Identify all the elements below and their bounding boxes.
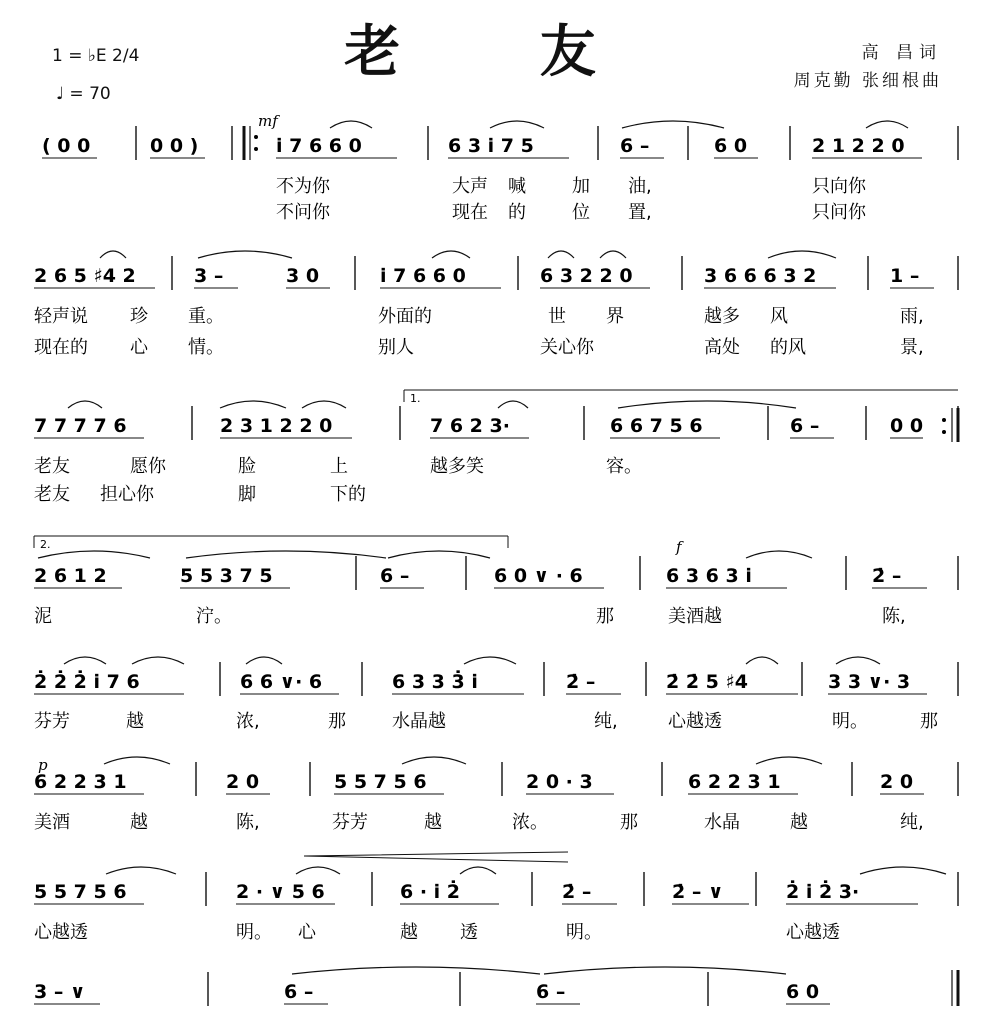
note-group: ( 0 0: [42, 135, 91, 157]
lyric-verse1: 脸: [238, 456, 256, 477]
slur: [544, 967, 786, 974]
slur: [296, 867, 340, 874]
lyric-verse2: 位: [572, 202, 590, 223]
lyric-verse1: 风: [770, 306, 788, 327]
note-group: 6 6 ∨· 6: [240, 671, 323, 693]
slur: [388, 551, 490, 558]
lyric-verse1: 老友: [34, 456, 70, 477]
composer-credit: 周克勤 张细根曲: [793, 71, 942, 91]
lyric-verse1: 喊: [508, 176, 526, 197]
slur: [548, 251, 574, 258]
slur: [464, 657, 516, 664]
lyric-verse1: 世: [548, 306, 566, 327]
lyric-verse1: 越: [130, 812, 148, 833]
lyric-verse2: 不问你: [276, 202, 330, 223]
note-group: 2 3 1 2 2 0: [220, 415, 333, 437]
lyric-verse1: 外面的: [378, 306, 432, 327]
note-group: 5 5 7 5 6: [34, 881, 127, 903]
slur: [836, 657, 880, 664]
lyric-verse1: 越多笑: [430, 456, 484, 477]
slur: [220, 401, 286, 408]
lyric-verse1: 浓,: [236, 711, 260, 732]
lyric-verse2: 老友: [34, 484, 70, 505]
slur: [64, 657, 106, 664]
lyric-verse2: 脚: [238, 484, 256, 505]
slur: [106, 867, 176, 874]
lyric-verse1: 芬芳: [34, 711, 70, 732]
lyric-verse2: 现在的: [34, 337, 88, 358]
slur: [490, 121, 544, 128]
lyric-verse1: 心: [298, 922, 316, 943]
note-group: i̇ 7 6 6 0: [276, 135, 362, 157]
note-group: 6 –: [620, 135, 650, 157]
slur: [100, 251, 126, 258]
note-group: 7 7 7 7 6: [34, 415, 127, 437]
note-group: 6 0: [714, 135, 748, 157]
repeat-dot: [254, 135, 258, 139]
lyric-verse1: 心越透: [34, 922, 88, 943]
lyric-verse1: 越多: [704, 306, 740, 327]
note-group: 2̇ –: [566, 671, 596, 693]
dynamic-f: f: [676, 538, 682, 556]
slur: [460, 867, 496, 874]
lyric-verse2: 的: [508, 202, 526, 223]
slur: [132, 657, 184, 664]
lyric-verse1: 纯,: [900, 812, 924, 833]
lyric-verse1: 重。: [188, 306, 224, 327]
note-group: 2 · ∨ 5 6: [236, 881, 325, 903]
lyric-verse1: 那: [328, 711, 346, 732]
lyric-verse1: 美酒: [34, 812, 70, 833]
lyric-verse1: 泞。: [196, 606, 232, 627]
lyric-verse1: 越: [424, 812, 442, 833]
volta-second-label: 2.: [40, 538, 51, 551]
crescendo-hairpin: [304, 852, 568, 862]
note-group: 1 –: [890, 265, 920, 287]
lyric-verse1: 珍: [130, 306, 148, 327]
lyric-verse1: 那: [596, 606, 614, 627]
slur: [432, 251, 470, 258]
note-group: 6 3 2 2 0: [540, 265, 633, 287]
note-group: 2 6 5 ♯4 2: [34, 265, 136, 287]
slur: [292, 967, 540, 974]
lyric-verse2: 担心你: [100, 484, 154, 505]
slur: [860, 867, 946, 874]
note-group: 2̇ i̇ 2̇ 3·: [786, 881, 860, 903]
note-group: 6 –: [536, 981, 566, 1003]
note-group: 0 0 ): [150, 135, 199, 157]
lyric-verse1: 纯,: [594, 711, 618, 732]
note-group: 2 6 1 2: [34, 565, 107, 587]
slur: [68, 401, 102, 408]
slur: [622, 121, 724, 128]
note-group: 2̇ 2̇ 2̇ i̇ 7 6: [34, 671, 140, 693]
note-group: i̇ 7 6 6 0: [380, 265, 466, 287]
dynamic-p: p: [38, 756, 48, 774]
note-group: 6 6 7 5 6: [610, 415, 703, 437]
note-group: 6 –: [790, 415, 820, 437]
key-signature: 1 = ♭E 2/4: [52, 46, 140, 66]
note-group: 5 5 3 7 5: [180, 565, 273, 587]
repeat-dot: [254, 147, 258, 151]
note-group: 6 2 2 3 1: [34, 771, 127, 793]
lyric-verse1: 油,: [628, 176, 652, 197]
lyric-verse2: 心: [130, 337, 148, 358]
lyric-verse1: 越: [790, 812, 808, 833]
note-group: 2̇ 2̇ 5 ♯4: [666, 671, 748, 693]
note-group: 2̇ –: [562, 881, 592, 903]
lyric-verse1: 水晶越: [392, 711, 446, 732]
lyric-verse1: 水晶: [704, 812, 740, 833]
slur: [600, 251, 626, 258]
lyric-verse1: 美酒越: [668, 606, 722, 627]
slur: [198, 251, 292, 258]
lyric-verse2: 别人: [378, 337, 414, 358]
note-group: 6 3 3 3̇ i̇: [392, 671, 478, 693]
lyric-verse1: 只向你: [812, 176, 866, 197]
slur: [104, 757, 170, 764]
slur: [746, 551, 812, 558]
lyric-verse1: 芬芳: [332, 812, 368, 833]
lyric-verse1: 心越透: [786, 922, 840, 943]
slur: [38, 551, 150, 558]
lyric-verse1: 明。: [236, 922, 272, 943]
lyric-verse1: 泥: [34, 606, 52, 627]
lyric-verse1: 不为你: [276, 176, 330, 197]
lyric-verse1: 愿你: [130, 456, 166, 477]
lyric-verse2: 高处: [704, 337, 740, 358]
lyric-verse1: 上: [330, 456, 348, 477]
note-group: 5 5 7 5 6: [334, 771, 427, 793]
lyric-verse1: 透: [460, 922, 478, 943]
note-group: 2 0 · 3: [526, 771, 593, 793]
lyric-verse1: 越: [400, 922, 418, 943]
lyric-verse1: 雨,: [900, 306, 924, 327]
slur: [498, 401, 528, 408]
lyric-verse1: 那: [920, 711, 938, 732]
note-group: 0 0: [890, 415, 924, 437]
slur: [302, 401, 346, 408]
note-group: 6 0: [786, 981, 820, 1003]
note-group: 6 0 ∨ · 6: [494, 565, 583, 587]
note-group: 3 3 ∨· 3: [828, 671, 911, 693]
lyric-verse2: 置,: [628, 202, 652, 223]
lyric-verse1: 加: [572, 176, 590, 197]
lyric-verse1: 越: [126, 711, 144, 732]
lyricist-credit: 高 昌词: [861, 43, 942, 63]
note-group: 6 · i̇ 2̇: [400, 881, 461, 903]
dynamic-mf: mf: [258, 112, 278, 130]
lyric-verse2: 现在: [452, 202, 488, 223]
note-group: 3 –: [194, 265, 224, 287]
slur: [768, 251, 836, 258]
lyric-verse1: 容。: [606, 456, 642, 477]
note-group: 3 – ∨: [34, 981, 86, 1003]
lyric-verse1: 大声: [452, 176, 488, 197]
lyric-verse1: 那: [620, 812, 638, 833]
volta-first-label: 1.: [410, 392, 421, 405]
tempo-marking: ♩ = 70: [56, 84, 111, 104]
note-group: 3 6 6 6 3 2: [704, 265, 817, 287]
slur: [866, 121, 908, 128]
repeat-dot: [942, 418, 946, 422]
slur: [246, 657, 282, 664]
repeat-dot: [942, 430, 946, 434]
note-group: 6 3 i̇ 7 5: [448, 135, 534, 157]
note-group: 2̇ –: [872, 565, 902, 587]
lyric-verse1: 明。: [566, 922, 602, 943]
slur: [402, 757, 466, 764]
note-group: 2 1 2 2 0: [812, 135, 905, 157]
slur: [756, 757, 822, 764]
note-group: 6 2 2 3 1: [688, 771, 781, 793]
note-group: 6 3 6 3 i̇: [666, 565, 752, 587]
lyric-verse1: 浓。: [512, 812, 548, 833]
lyric-verse2: 关心你: [540, 337, 594, 358]
note-group: 2̇ – ∨: [672, 881, 724, 903]
note-group: 7 6 2 3·: [430, 415, 510, 437]
lyric-verse1: 明。: [832, 711, 868, 732]
lyric-verse1: 界: [606, 306, 624, 327]
lyric-verse1: 陈,: [236, 812, 260, 833]
note-group: 2 0: [226, 771, 260, 793]
lyric-verse1: 陈,: [882, 606, 906, 627]
note-group: 3 0: [286, 265, 320, 287]
lyric-verse2: 的风: [770, 337, 806, 358]
note-group: 6 –: [284, 981, 314, 1003]
slur: [618, 401, 796, 408]
slur: [330, 121, 372, 128]
lyric-verse2: 景,: [900, 337, 924, 358]
lyric-verse1: 心越透: [668, 711, 722, 732]
song-title: 老 友: [344, 19, 656, 85]
note-group: 6 –: [380, 565, 410, 587]
note-group: 2 0: [880, 771, 914, 793]
slur: [746, 657, 778, 664]
lyric-verse2: 只问你: [812, 202, 866, 223]
lyric-verse2: 下的: [330, 484, 366, 505]
lyric-verse2: 情。: [188, 337, 224, 358]
lyric-verse1: 轻声说: [34, 306, 88, 327]
